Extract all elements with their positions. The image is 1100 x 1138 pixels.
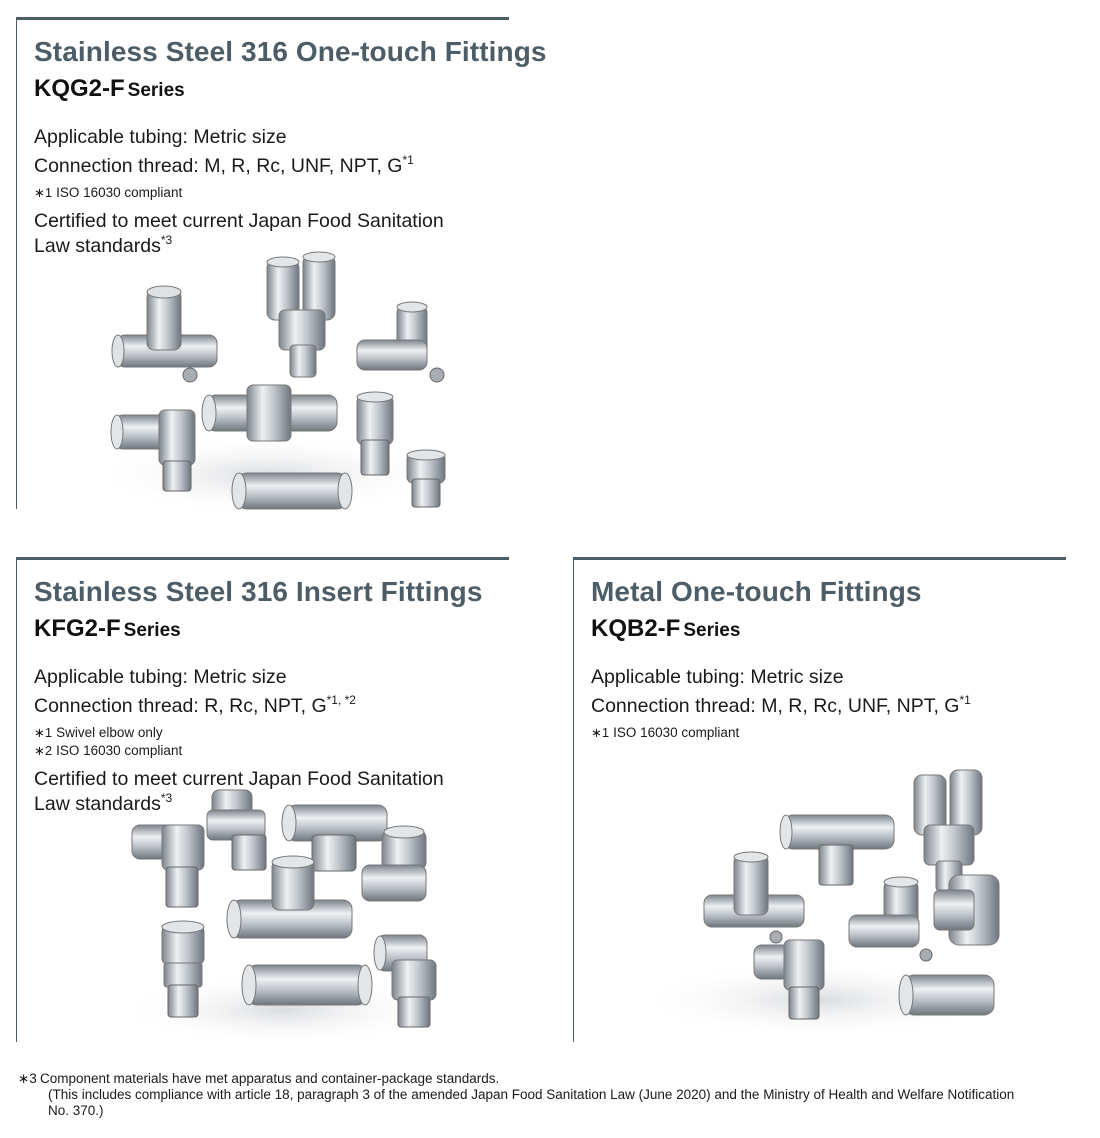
kfg2-note-2 <box>34 743 182 759</box>
kqb2-thread <box>591 695 971 718</box>
kfg2-series-suffix: Series <box>123 620 181 641</box>
kqb2-title: Metal One-touch Fittings <box>591 576 922 607</box>
kqg2-note-1 <box>34 185 182 201</box>
kqg2-series <box>34 75 185 103</box>
kfg2-certified-2-text: Law standards <box>34 793 161 815</box>
kfg2-note-1-mark: ∗1 <box>34 725 53 740</box>
kqg2-thread <box>34 155 414 178</box>
insert-straight-icon <box>162 921 204 1017</box>
kfg2-title: Stainless Steel 316 Insert Fittings <box>34 576 483 607</box>
footnote-3-line-2: (This includes compliance with article 18, paragraph 3 of the amended Japan Food Sanitation Law (June 2020) and the Ministry of Health and Welfare Notification <box>48 1087 1015 1102</box>
brass-male-tee-icon <box>780 815 894 885</box>
kqb2-product-photo <box>634 765 1004 1035</box>
kqg2-title: Stainless Steel 316 One-touch Fittings <box>34 36 547 67</box>
insert-elbow-icon <box>132 825 204 907</box>
footnote-3-line-3: No. 370.) <box>48 1103 104 1118</box>
kqb2-series-code: KQB2-F <box>591 615 681 642</box>
kfg2-note-1 <box>34 725 163 741</box>
kqg2-certified-1: Certified to meet current Japan Food Sanitation <box>34 210 444 232</box>
brass-tee-icon <box>704 852 804 943</box>
kfg2-thread-sup: *1, *2 <box>326 693 356 707</box>
kfg2-series <box>34 615 181 643</box>
kqg2-product-photo <box>87 235 447 510</box>
kfg2-thread <box>34 695 356 718</box>
kfg2-product-photo <box>112 785 452 1040</box>
kfg2-thread-text: Connection thread: R, Rc, NPT, G <box>34 695 327 717</box>
fitting-union-straight-icon <box>232 473 352 509</box>
brass-y-icon <box>914 770 982 891</box>
kqb2-panel <box>573 557 1066 1042</box>
kqb2-tubing: Applicable tubing: Metric size <box>591 666 844 688</box>
kqg2-series-code: KQG2-F <box>34 75 125 102</box>
kqg2-thread-sup: *1 <box>402 153 414 167</box>
footnote-3-line-1: Component materials have met apparatus and container-package standards. <box>40 1071 500 1086</box>
kfg2-certified-sup: *3 <box>160 791 173 805</box>
kfg2-note-2-text: ISO 16030 compliant <box>56 743 183 758</box>
kfg2-tubing: Applicable tubing: Metric size <box>34 666 287 688</box>
kqb2-thread-sup: *1 <box>959 693 971 707</box>
fitting-y-icon <box>267 252 335 377</box>
kqg2-note-1-text: ISO 16030 compliant <box>56 185 183 200</box>
brass-elbow-icon <box>849 877 932 961</box>
kqb2-series-suffix: Series <box>683 620 741 641</box>
kqg2-certified-2-text: Law standards <box>34 235 161 257</box>
kqg2-panel <box>16 17 547 509</box>
fitting-straight-small-icon <box>407 450 445 507</box>
kqb2-note-1 <box>591 725 739 741</box>
kqb2-note-1-text: ISO 16030 compliant <box>613 725 740 740</box>
kqb2-note-1-mark: ∗1 <box>591 725 610 740</box>
brass-female-straight-icon <box>899 975 994 1015</box>
fitting-straight-icon <box>357 392 393 475</box>
kfg2-note-2-mark: ∗2 <box>34 743 53 758</box>
kqg2-note-1-mark: ∗1 <box>34 185 53 200</box>
fitting-tee-icon <box>112 286 217 382</box>
insert-male-icon <box>207 790 266 870</box>
insert-union-icon <box>242 965 372 1005</box>
fitting-union-icon <box>202 385 337 441</box>
footnote-3 <box>18 1071 1088 1119</box>
kfg2-panel <box>16 557 509 1042</box>
kfg2-certified-1: Certified to meet current Japan Food Sanitation <box>34 768 444 790</box>
kqg2-tubing: Applicable tubing: Metric size <box>34 126 287 148</box>
kqb2-series <box>591 615 740 643</box>
kqg2-thread-text: Connection thread: M, R, Rc, UNF, NPT, G <box>34 155 403 177</box>
kfg2-series-code: KFG2-F <box>34 615 121 642</box>
kfg2-note-1-text: Swivel elbow only <box>56 725 163 740</box>
kqb2-thread-text: Connection thread: M, R, Rc, UNF, NPT, G <box>591 695 960 717</box>
fitting-elbow-icon <box>357 302 444 382</box>
footnote-3-mark: ∗3 <box>18 1071 37 1086</box>
kqg2-series-suffix: Series <box>127 80 185 101</box>
kqg2-certified-sup: *3 <box>160 233 173 247</box>
